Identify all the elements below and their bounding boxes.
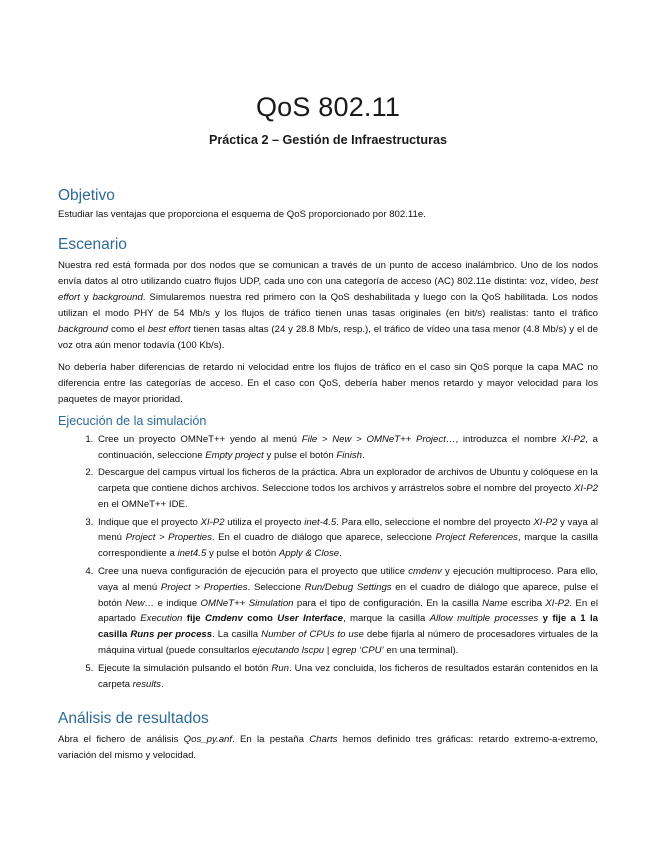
document-subtitle: Práctica 2 – Gestión de Infraestructuras xyxy=(209,133,447,147)
step-1: 1. Cree un proyecto OMNeT++ yendo al menú File > New > OMNeT++ Project…, introduzca el nombre XI-P2, a continuación, seleccione Empty project y pulse el botón Finish. xyxy=(96,432,598,464)
escenario-paragraph-1: Nuestra red está formada por dos nodos que se comunican a través de un punto de acceso inalámbrico. Uno de los nodos envía datos al otro utilizando cuatro flujos UDP, cada uno con una categoría de acceso (AC) 802.11e distinta: voz, vídeo, best effort y background. Simularemos nuestra red primero con la QoS deshabilitada y luego con la QoS habilitada. Los nodos utilizan el modo PHY de 54 Mb/s y los flujos de tráfico tienen unas tasas originales (en bit/s) realistas: tanto el tráfico background como el best effort tienen tasas altas (24 y 28.8 Mb/s, resp.), el tráfico de vídeo una tasa menor (4.8 Mb/s) y el de voz otra aún menor todavía (100 Kb/s). xyxy=(58,260,598,351)
escenario-paragraph-2: No debería haber diferencias de retardo ni velocidad entre los flujos de tráfico en el caso sin QoS porque la capa MAC no diferencia entre las categorías de acceso. En el caso con QoS, debería haber menos retardo y mayor velocidad para los paquetes de mayor prioridad. xyxy=(58,362,598,405)
heading-ejecucion: Ejecución de la simulación xyxy=(58,414,207,428)
analisis-paragraph-1: Abra el fichero de análisis Qos_py.anf. En la pestaña Charts hemos definido tres gráficas: retardo extremo-a-extremo, variación del mismo y velocidad. xyxy=(58,734,598,761)
simulation-steps-list xyxy=(58,432,598,694)
heading-analisis: Análisis de resultados xyxy=(58,710,209,727)
step-2: 2. Descargue del campus virtual los ficheros de la práctica. Abra un explorador de archivos de Ubuntu y colóquese en la carpeta que contiene dichos archivos. Seleccione todos los archivos y arrástrelos sobre el nombre del proyecto XI-P2 en el OMNeT++ IDE. xyxy=(96,465,598,513)
heading-objetivo: Objetivo xyxy=(58,187,115,204)
objetivo-text: Estudiar las ventajas que proporciona el esquema de QoS proporcionado por 802.11e. xyxy=(58,209,426,220)
step-3: 3. Indique que el proyecto XI-P2 utiliza el proyecto inet-4.5. Para ello, seleccione el nombre del proyecto XI-P2 y vaya al menú Project > Properties. En el cuadro de diálogo que aparece, seleccione Project References, marque la casilla correspondiente a inet4.5 y pulse el botón Apply & Close. xyxy=(96,515,598,563)
heading-escenario: Escenario xyxy=(58,236,127,253)
step-4: 4. Cree una nueva configuración de ejecución para el proyecto que utilice cmdenv y ejecución multiproceso. Para ello, vaya al menú Project > Properties. Seleccione Run/Debug Settings en el cuadro de diálogo que aparece, pulse el botón New… e indique OMNeT++ Simulation para el tipo de configuración. En la casilla Name escriba XI-P2. En el apartado Execution fije Cmdenv como User Interface, marque la casilla Allow multiple processes y fije a 1 la casilla Runs per process. La casilla Number of CPUs to use debe fijarla al número de procesadores virtuales de la máquina virtual (puede consultarlos ejecutando lscpu | egrep ‘CPU’ en una terminal). xyxy=(96,564,598,659)
step-5: 5. Ejecute la simulación pulsando el botón Run. Una vez concluida, los ficheros de resultados estarán contenidos en la carpeta results. xyxy=(96,661,598,693)
document-title: QoS 802.11 xyxy=(255,92,401,122)
